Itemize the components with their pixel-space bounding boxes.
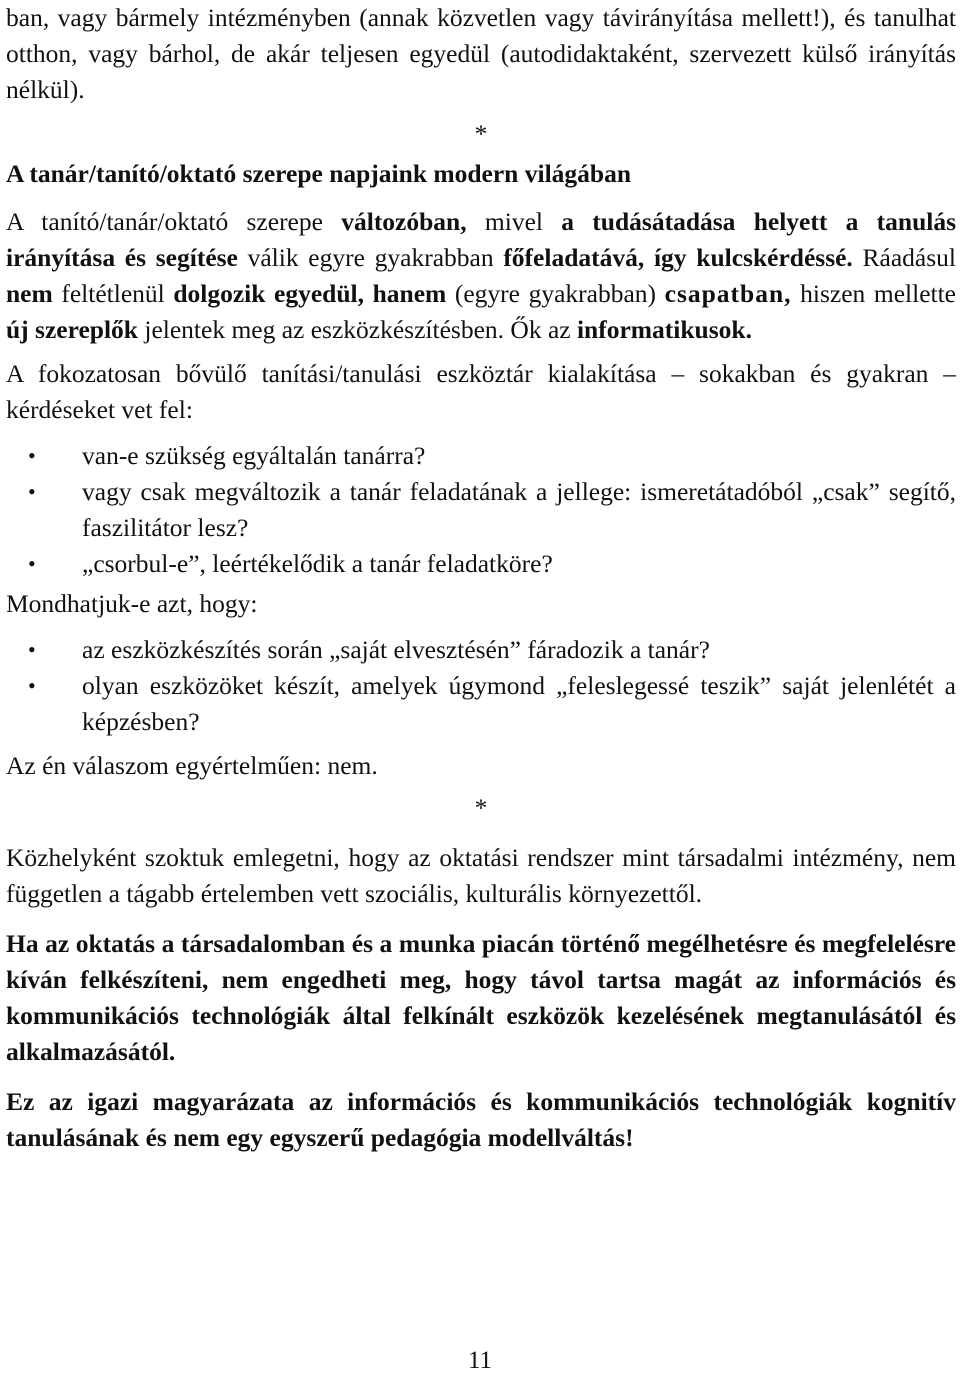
list-item-text: „csorbul-e”, leértékelődik a tanár feladatköre?: [82, 549, 553, 578]
bold-run: főfeladatává, így kulcskérdéssé.: [503, 243, 853, 272]
list-item: [6, 474, 956, 546]
question-list: [6, 438, 956, 582]
list-item: [6, 632, 956, 668]
paragraph-questions-intro: A fokozatosan bővülő tanítási/tanulási eszköztár kialakítása – sokakban és gyakran – kérdéseket vet fel:: [6, 359, 956, 424]
bold-run: dolgozik egyedül, hanem: [173, 279, 447, 308]
bullet-icon: •: [28, 443, 36, 468]
paragraph-teacher-role: [6, 204, 956, 348]
bold-run: a tudásátadása helyett a tanulás irányítása és segítése: [6, 207, 957, 272]
list-item-text: olyan eszközöket készít, amelyek úgymond „feleslegessé teszik” saját jelenlétét a képzésben?: [82, 671, 956, 736]
page-number: 11: [467, 1347, 493, 1374]
text-run: jelentek meg az eszközkészítésben. Ők az: [137, 315, 577, 344]
list-item-text: vagy csak megváltozik a tanár feladatának a jellege: ismeretátadóból „csak” segítő, faszilitátor lesz?: [82, 477, 956, 542]
paragraph-continuation: ban, vagy bármely intézményben (annak közvetlen vagy távirányítása mellett!), és tanulhat otthon, vagy bárhol, de akár teljesen egyedül (autodidaktaként, szervezett külső irányítás nélkül).: [6, 3, 956, 104]
section-heading: A tanár/tanító/oktató szerepe napjaink modern világában: [6, 159, 632, 188]
list-item: [6, 546, 956, 582]
text-run: mivel: [466, 207, 562, 236]
section-separator-1: *: [474, 119, 488, 148]
list-item-text: az eszközkészítés során „saját elvesztésén” fáradozik a tanár?: [82, 635, 710, 664]
paragraph-can-we-say: Mondhatjuk-e azt, hogy:: [6, 589, 258, 618]
page-body: [6, 0, 956, 1156]
section-separator-2: *: [474, 793, 488, 822]
list-item-text: van-e szükség egyáltalán tanárra?: [82, 441, 426, 470]
list-item: [6, 668, 956, 740]
bold-run: nem: [6, 279, 53, 308]
bold-run: új szereplők: [6, 315, 138, 344]
question-list-2: [6, 632, 956, 740]
text-run: Ráadásul: [852, 243, 956, 272]
bullet-icon: •: [28, 637, 36, 662]
paragraph-answer: Az én válaszom egyértelműen: nem.: [6, 751, 378, 780]
text-run: válik egyre gyakrabban: [237, 243, 504, 272]
text-run: A tanító/tanár/oktató szerepe: [6, 207, 342, 236]
bullet-icon: •: [28, 479, 36, 504]
paragraph-education-bold: Ha az oktatás a társadalomban és a munka piacán történő megélhetésre és megfelelésre kíván felkészíteni, nem engedheti meg, hogy távol tartsa magát az információs és kommunikációs technológiák által felkínált eszközök kezelésének megtanulásától és alkalmazásától.: [6, 929, 956, 1066]
paragraph-conclusion-bold: Ez az igazi magyarázata az információs és kommunikációs technológiák kognitív tanulásának és nem egy egyszerű pedagógia modellváltás!: [6, 1087, 956, 1152]
text-run: feltétlenül: [52, 279, 174, 308]
paragraph-commonplace: Közhelyként szoktuk emlegetni, hogy az oktatási rendszer mint társadalmi intézmény, nem független a tágabb értelemben vett szociális, kulturális környezettől.: [6, 843, 956, 908]
text-run: hiszen mellette: [791, 279, 956, 308]
bullet-icon: •: [28, 673, 36, 698]
bold-run: csapatban,: [664, 279, 792, 308]
bullet-icon: •: [28, 551, 36, 576]
list-item: [6, 438, 956, 474]
bold-run: informatikusok.: [576, 315, 752, 344]
bold-run: változóban,: [341, 207, 467, 236]
text-run: (egyre gyakrabban): [446, 279, 665, 308]
